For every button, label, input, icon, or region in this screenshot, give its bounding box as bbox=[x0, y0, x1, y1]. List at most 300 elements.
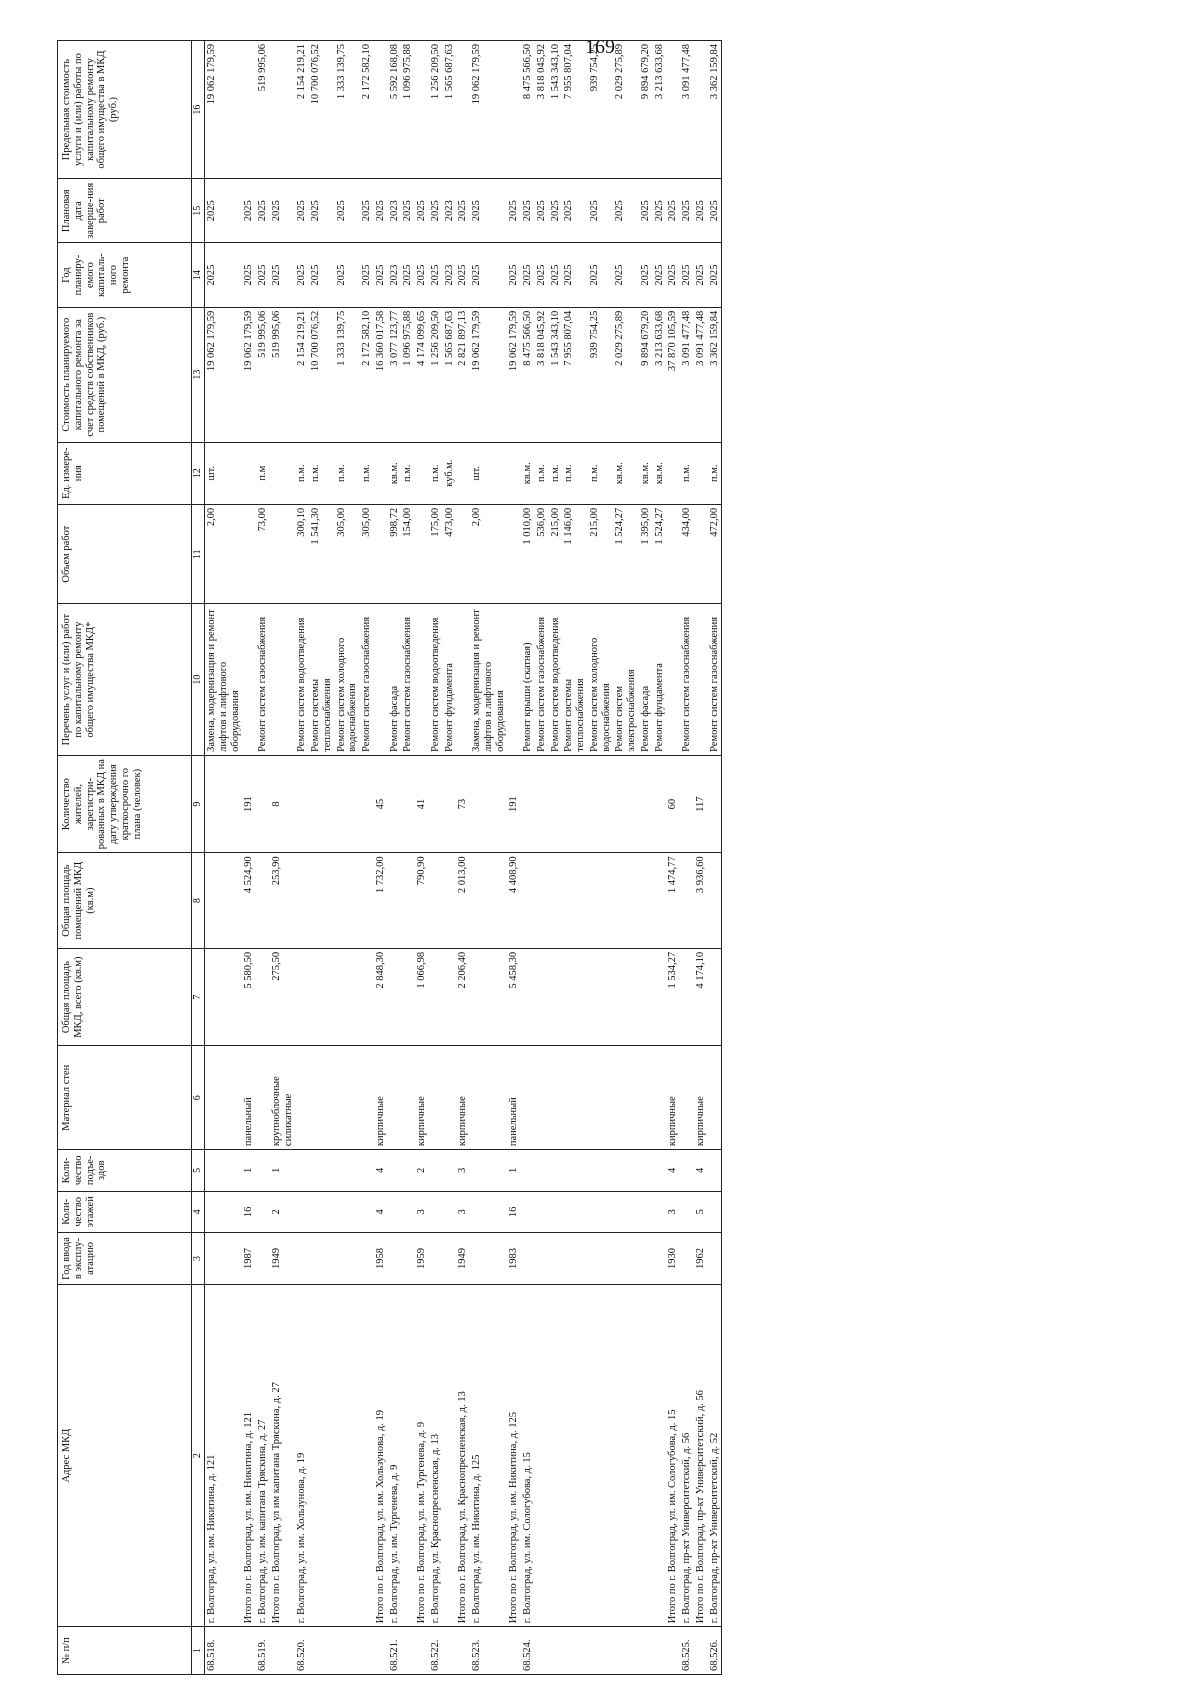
table-cell: п.м. bbox=[335, 442, 361, 504]
table-cell: 73 bbox=[456, 755, 470, 853]
table-cell: 2025 bbox=[415, 179, 429, 243]
table-cell bbox=[360, 1627, 374, 1675]
table-cell: 305,00 bbox=[360, 504, 374, 604]
table-cell: г. Волгоград, пр-кт Университетский, д. 56 bbox=[680, 1284, 694, 1626]
column-number: 13 bbox=[192, 307, 205, 442]
table-cell: 68.525. bbox=[680, 1627, 694, 1675]
table-cell bbox=[256, 948, 270, 1046]
table-cell bbox=[242, 442, 256, 504]
table-cell: 5 458,30 bbox=[507, 948, 521, 1046]
table-cell bbox=[456, 442, 470, 504]
table-cell bbox=[639, 948, 653, 1046]
table-cell: Ремонт систем газоснабжения bbox=[256, 604, 270, 755]
table-row bbox=[242, 41, 256, 1675]
table-cell: 2,00 bbox=[205, 504, 243, 604]
table-cell: 2025 bbox=[295, 243, 309, 307]
table-cell bbox=[429, 853, 443, 948]
table-cell bbox=[588, 755, 614, 853]
table-cell bbox=[388, 948, 402, 1046]
table-cell: 2025 bbox=[535, 179, 549, 243]
table-cell bbox=[205, 1233, 243, 1285]
table-row bbox=[335, 41, 361, 1675]
table-cell: 4 174 099,65 bbox=[415, 307, 429, 442]
table-cell bbox=[613, 1150, 639, 1191]
table-cell bbox=[456, 504, 470, 604]
table-cell: 1 146,00 bbox=[562, 504, 588, 604]
table-cell: 1 333 139,75 bbox=[335, 41, 361, 179]
table-cell: 1 543 343,10 bbox=[549, 307, 563, 442]
table-cell: 4 bbox=[666, 1150, 680, 1191]
table-cell: 1 bbox=[507, 1150, 521, 1191]
table-cell: 2 172 582,10 bbox=[360, 307, 374, 442]
table-row bbox=[694, 41, 708, 1675]
table-cell bbox=[443, 1627, 457, 1675]
table-cell bbox=[535, 1233, 549, 1285]
table-cell: Замена, модернизация и ремонт лифтов и лифтового оборудования bbox=[205, 604, 243, 755]
table-cell: г. Волгоград, ул. им. Никитина, д. 125 bbox=[470, 1284, 507, 1626]
table-cell bbox=[388, 1046, 402, 1150]
table-cell: 68.522. bbox=[429, 1627, 443, 1675]
table-cell: 2 172 582,10 bbox=[360, 41, 374, 179]
column-number: 2 bbox=[192, 1284, 205, 1626]
table-cell: 175,00 bbox=[429, 504, 443, 604]
table-cell: 2025 bbox=[335, 243, 361, 307]
table-cell bbox=[415, 1627, 429, 1675]
table-row bbox=[205, 41, 243, 1675]
table-cell bbox=[613, 1284, 639, 1626]
table-cell: кв.м. bbox=[521, 442, 535, 504]
table-cell: 2025 bbox=[613, 243, 639, 307]
table-cell bbox=[388, 1150, 402, 1191]
table-cell: 3 818 045,92 bbox=[535, 41, 549, 179]
table-cell bbox=[360, 755, 374, 853]
column-header: Перечень услуг и (или) работ по капитальному ремонту общего имущества МКД* bbox=[58, 604, 192, 755]
column-header: Общая площадь помещений МКД (кв.м) bbox=[58, 853, 192, 948]
table-cell bbox=[562, 948, 588, 1046]
table-cell bbox=[694, 442, 708, 504]
table-cell bbox=[653, 948, 667, 1046]
table-cell bbox=[562, 755, 588, 853]
table-cell bbox=[549, 948, 563, 1046]
table-cell: 2025 bbox=[521, 179, 535, 243]
table-cell: кв.м. bbox=[613, 442, 639, 504]
table-cell: 2 821 897,13 bbox=[456, 307, 470, 442]
table-cell: 1949 bbox=[270, 1233, 296, 1285]
table-cell: панельный bbox=[507, 1046, 521, 1150]
table-cell: г. Волгоград, пр-кт Университетский, д. 52 bbox=[708, 1284, 722, 1626]
table-cell: 2025 bbox=[653, 179, 667, 243]
table-cell: 2025 bbox=[456, 243, 470, 307]
column-number: 15 bbox=[192, 179, 205, 243]
table-cell: кирпичные bbox=[694, 1046, 708, 1150]
table-cell: Ремонт фундамента bbox=[443, 604, 457, 755]
column-number: 11 bbox=[192, 504, 205, 604]
table-cell bbox=[470, 1233, 507, 1285]
table-cell bbox=[694, 1627, 708, 1675]
table-cell: 3 818 045,92 bbox=[535, 307, 549, 442]
table-cell: 2025 bbox=[335, 179, 361, 243]
table-cell bbox=[708, 1150, 722, 1191]
table-cell bbox=[270, 504, 296, 604]
table-cell: 3 362 159,84 bbox=[708, 41, 722, 179]
table-cell: 2025 bbox=[374, 243, 388, 307]
table-cell bbox=[456, 1627, 470, 1675]
table-cell bbox=[521, 755, 535, 853]
table-row bbox=[708, 41, 722, 1675]
table-cell: 2025 bbox=[588, 243, 614, 307]
table-cell: 2025 bbox=[666, 179, 680, 243]
table-cell bbox=[535, 1284, 549, 1626]
table-cell bbox=[335, 755, 361, 853]
table-cell: г. Волгоград, ул. им. Тургенева, д. 9 bbox=[388, 1284, 402, 1626]
table-cell: Ремонт систем газоснабжения bbox=[680, 604, 694, 755]
column-header: Предельная стоимость услуги и (или) работы по капитальному ремонту общего имущества в МКД (руб.) bbox=[58, 41, 192, 179]
table-cell bbox=[256, 1191, 270, 1232]
table-cell bbox=[653, 1284, 667, 1626]
column-number: 7 bbox=[192, 948, 205, 1046]
table-row bbox=[588, 41, 614, 1675]
table-cell bbox=[470, 1191, 507, 1232]
table-row bbox=[507, 41, 521, 1675]
column-number: 16 bbox=[192, 41, 205, 179]
table-cell bbox=[270, 442, 296, 504]
table-cell: 1 bbox=[270, 1150, 296, 1191]
table-cell bbox=[456, 604, 470, 755]
table-cell bbox=[415, 41, 429, 179]
capital-repair-table bbox=[57, 40, 722, 1675]
table-cell: 519 995,06 bbox=[256, 41, 270, 179]
table-cell: 19 062 179,59 bbox=[507, 307, 521, 442]
table-cell: 2025 bbox=[680, 179, 694, 243]
table-cell bbox=[639, 1191, 653, 1232]
table-cell: 3 077 123,77 bbox=[388, 307, 402, 442]
table-cell: 472,00 bbox=[708, 504, 722, 604]
table-cell: 4 408,90 bbox=[507, 853, 521, 948]
table-cell: 3 362 159,84 bbox=[708, 307, 722, 442]
table-cell: 2 029 275,89 bbox=[613, 41, 639, 179]
table-cell: 3 bbox=[415, 1191, 429, 1232]
table-cell bbox=[535, 948, 549, 1046]
table-cell bbox=[309, 1284, 335, 1626]
table-cell: 2 154 219,21 bbox=[295, 307, 309, 442]
table-cell: панельный bbox=[242, 1046, 256, 1150]
table-cell bbox=[360, 1046, 374, 1150]
table-cell: 68.521. bbox=[388, 1627, 402, 1675]
table-cell: 2025 bbox=[470, 243, 507, 307]
table-cell bbox=[588, 1627, 614, 1675]
table-cell bbox=[680, 1233, 694, 1285]
table-cell: Ремонт систем газоснабжения bbox=[401, 604, 415, 755]
table-cell bbox=[521, 1046, 535, 1150]
column-number: 9 bbox=[192, 755, 205, 853]
table-cell: Ремонт систем газоснабжения bbox=[535, 604, 549, 755]
table-row bbox=[470, 41, 507, 1675]
table-cell: 45 bbox=[374, 755, 388, 853]
table-cell: 2025 bbox=[588, 179, 614, 243]
table-cell: 1 565 687,63 bbox=[443, 41, 457, 179]
table-cell: 1949 bbox=[456, 1233, 470, 1285]
table-row bbox=[613, 41, 639, 1675]
table-cell bbox=[639, 853, 653, 948]
table-cell: 2025 bbox=[549, 179, 563, 243]
table-cell: 2025 bbox=[507, 243, 521, 307]
table-cell: куб.м. bbox=[443, 442, 457, 504]
table-cell: 2025 bbox=[360, 179, 374, 243]
table-cell: г. Волгоград, ул. Краснопресненская, д. 13 bbox=[429, 1284, 443, 1626]
table-cell bbox=[309, 1627, 335, 1675]
table-cell bbox=[680, 853, 694, 948]
column-number: 14 bbox=[192, 243, 205, 307]
table-cell bbox=[507, 504, 521, 604]
table-cell bbox=[588, 853, 614, 948]
table-cell: г. Волгоград, ул. им. Сологубова, д. 15 bbox=[521, 1284, 535, 1626]
table-cell: 1 543 343,10 bbox=[549, 41, 563, 179]
table-row bbox=[256, 41, 270, 1675]
table-cell bbox=[335, 1150, 361, 1191]
table-cell bbox=[429, 1191, 443, 1232]
table-cell: 8 475 566,50 bbox=[521, 307, 535, 442]
table-cell: Итого по г. Волгоград, пр-кт Университетский, д. 56 bbox=[694, 1284, 708, 1626]
table-cell: 2025 bbox=[360, 243, 374, 307]
table-cell: Ремонт систем холодного водоснабжения bbox=[335, 604, 361, 755]
table-cell: 434,00 bbox=[680, 504, 694, 604]
table-cell bbox=[521, 853, 535, 948]
table-row bbox=[295, 41, 309, 1675]
table-cell bbox=[639, 755, 653, 853]
column-header: Коли-чество этажей bbox=[58, 1191, 192, 1232]
table-cell bbox=[694, 504, 708, 604]
column-number: 12 bbox=[192, 442, 205, 504]
table-cell bbox=[470, 1150, 507, 1191]
table-cell bbox=[549, 1627, 563, 1675]
table-cell bbox=[401, 1627, 415, 1675]
table-cell: 2 013,00 bbox=[456, 853, 470, 948]
table-cell: 2025 bbox=[429, 243, 443, 307]
table-cell: 3 091 477,48 bbox=[694, 307, 708, 442]
table-cell bbox=[270, 604, 296, 755]
table-cell: Ремонт крыши (скатная) bbox=[521, 604, 535, 755]
table-cell bbox=[295, 1046, 309, 1150]
table-row bbox=[680, 41, 694, 1675]
table-cell: п.м. bbox=[429, 442, 443, 504]
table-cell bbox=[639, 1046, 653, 1150]
table-cell bbox=[335, 1233, 361, 1285]
table-cell bbox=[653, 755, 667, 853]
table-cell bbox=[388, 853, 402, 948]
table-cell bbox=[613, 1627, 639, 1675]
table-cell: кирпичные bbox=[456, 1046, 470, 1150]
table-row bbox=[415, 41, 429, 1675]
table-cell bbox=[295, 1233, 309, 1285]
table-cell: Ремонт систем электроснабжения bbox=[613, 604, 639, 755]
column-number: 8 bbox=[192, 853, 205, 948]
table-cell: г. Волгоград, ул. им. Никитина, д. 121 bbox=[205, 1284, 243, 1626]
table-cell: 939 754,25 bbox=[588, 41, 614, 179]
table-cell: 1 565 687,63 bbox=[443, 307, 457, 442]
column-number: 10 bbox=[192, 604, 205, 755]
table-row bbox=[639, 41, 653, 1675]
table-cell bbox=[588, 1284, 614, 1626]
table-cell: 1958 bbox=[374, 1233, 388, 1285]
column-header: Год ввода в эксплу-атацию bbox=[58, 1233, 192, 1285]
table-cell: Ремонт систем холодного водоснабжения bbox=[588, 604, 614, 755]
table-cell: 4 174,10 bbox=[694, 948, 708, 1046]
table-cell bbox=[374, 442, 388, 504]
table-cell: 2025 bbox=[708, 243, 722, 307]
table-cell: кирпичные bbox=[374, 1046, 388, 1150]
table-cell bbox=[666, 1627, 680, 1675]
table-cell bbox=[309, 1046, 335, 1150]
table-cell bbox=[507, 604, 521, 755]
table-cell: 2025 bbox=[613, 179, 639, 243]
table-cell: 1 096 975,88 bbox=[401, 41, 415, 179]
table-cell: 3 bbox=[456, 1191, 470, 1232]
table-cell: 10 700 076,52 bbox=[309, 41, 335, 179]
table-cell: г. Волгоград, ул. им. Хользунова, д. 19 bbox=[295, 1284, 309, 1626]
table-cell bbox=[295, 853, 309, 948]
table-cell bbox=[256, 1046, 270, 1150]
table-cell: 8 bbox=[270, 755, 296, 853]
table-cell bbox=[429, 1046, 443, 1150]
table-row bbox=[443, 41, 457, 1675]
table-cell bbox=[309, 853, 335, 948]
table-cell: 2023 bbox=[443, 243, 457, 307]
table-cell: 41 bbox=[415, 755, 429, 853]
table-cell: кирпичные bbox=[666, 1046, 680, 1150]
column-header: Количество жителей, зарегистри-рованных в МКД на дату утверждения краткосрочно го плана (человек) bbox=[58, 755, 192, 853]
table-cell: 2 bbox=[415, 1150, 429, 1191]
table-cell: 2025 bbox=[470, 179, 507, 243]
table-cell bbox=[549, 755, 563, 853]
table-cell: 1959 bbox=[415, 1233, 429, 1285]
table-cell: Ремонт фасада bbox=[388, 604, 402, 755]
column-header: Коли-чество подъе-здов bbox=[58, 1150, 192, 1191]
table-cell: 2025 bbox=[429, 179, 443, 243]
table-cell bbox=[388, 1191, 402, 1232]
table-cell: 1 256 209,50 bbox=[429, 41, 443, 179]
table-cell: Ремонт систем газоснабжения bbox=[708, 604, 722, 755]
table-cell: 19 062 179,59 bbox=[242, 307, 256, 442]
table-cell bbox=[588, 1150, 614, 1191]
table-cell bbox=[639, 1627, 653, 1675]
table-body bbox=[205, 41, 722, 1675]
table-cell: 1 066,98 bbox=[415, 948, 429, 1046]
table-cell bbox=[443, 755, 457, 853]
table-cell: г. Волгоград, ул. им. капитана Тряскина, д. 27 bbox=[256, 1284, 270, 1626]
table-cell: 117 bbox=[694, 755, 708, 853]
table-cell: 154,00 bbox=[401, 504, 415, 604]
table-cell: п.м. bbox=[562, 442, 588, 504]
table-cell: 1 534,27 bbox=[666, 948, 680, 1046]
table-cell bbox=[470, 853, 507, 948]
table-cell bbox=[562, 1233, 588, 1285]
table-cell: 37 870 105,59 bbox=[666, 307, 680, 442]
table-cell bbox=[360, 1233, 374, 1285]
table-cell: Итого по г. Волгоград, ул. им. Хользунова, д. 19 bbox=[374, 1284, 388, 1626]
table-cell: кв.м. bbox=[639, 442, 653, 504]
table-cell bbox=[309, 755, 335, 853]
table-cell: 2025 bbox=[653, 243, 667, 307]
table-cell: 3 bbox=[666, 1191, 680, 1232]
table-cell: 68.523. bbox=[470, 1627, 507, 1675]
table-cell: 2 206,40 bbox=[456, 948, 470, 1046]
table-cell bbox=[562, 1150, 588, 1191]
table-cell: 2025 bbox=[666, 243, 680, 307]
table-cell bbox=[429, 948, 443, 1046]
table-cell bbox=[256, 1233, 270, 1285]
table-cell bbox=[507, 1627, 521, 1675]
table-cell: 2025 bbox=[694, 243, 708, 307]
table-cell bbox=[242, 604, 256, 755]
column-number: 1 bbox=[192, 1627, 205, 1675]
table-cell bbox=[205, 755, 243, 853]
table-cell: кв.м. bbox=[653, 442, 667, 504]
table-cell bbox=[205, 1191, 243, 1232]
table-row bbox=[401, 41, 415, 1675]
table-cell bbox=[613, 755, 639, 853]
table-cell: шт. bbox=[470, 442, 507, 504]
table-cell: 7 955 807,04 bbox=[562, 41, 588, 179]
table-cell: 1 524,27 bbox=[653, 504, 667, 604]
table-cell bbox=[613, 948, 639, 1046]
table-cell bbox=[415, 442, 429, 504]
table-cell: 473,00 bbox=[443, 504, 457, 604]
table-cell bbox=[374, 1627, 388, 1675]
table-cell bbox=[415, 504, 429, 604]
table-cell bbox=[549, 1284, 563, 1626]
table-cell bbox=[443, 1233, 457, 1285]
table-cell bbox=[666, 442, 680, 504]
table-cell: 1 541,30 bbox=[309, 504, 335, 604]
table-cell bbox=[653, 1627, 667, 1675]
table-cell bbox=[562, 1191, 588, 1232]
table-cell bbox=[374, 604, 388, 755]
table-cell: 68.524. bbox=[521, 1627, 535, 1675]
table-cell bbox=[639, 1233, 653, 1285]
table-cell bbox=[388, 755, 402, 853]
column-header: № п/п bbox=[58, 1627, 192, 1675]
table-cell: Ремонт фундамента bbox=[653, 604, 667, 755]
table-cell: 2025 bbox=[309, 243, 335, 307]
table-cell bbox=[401, 1150, 415, 1191]
table-cell bbox=[295, 1191, 309, 1232]
table-cell bbox=[708, 948, 722, 1046]
table-cell: Итого по г. Волгоград, ул. им. Сологубова, д. 15 bbox=[666, 1284, 680, 1626]
table-row bbox=[388, 41, 402, 1675]
table-cell: крупноблочные силикатные bbox=[270, 1046, 296, 1150]
table-cell bbox=[708, 1046, 722, 1150]
table-cell: 519 995,06 bbox=[256, 307, 270, 442]
table-cell: 2025 bbox=[535, 243, 549, 307]
table-cell bbox=[401, 755, 415, 853]
table-cell: 790,90 bbox=[415, 853, 429, 948]
table-cell bbox=[549, 1046, 563, 1150]
table-cell: 3 213 633,68 bbox=[653, 41, 667, 179]
table-cell: 9 894 679,20 bbox=[639, 307, 653, 442]
table-cell bbox=[549, 853, 563, 948]
table-cell: 1987 bbox=[242, 1233, 256, 1285]
table-cell: 1930 bbox=[666, 1233, 680, 1285]
table-cell bbox=[205, 948, 243, 1046]
table-cell: п.м. bbox=[708, 442, 722, 504]
column-header: Плановая дата заверше-ния работ bbox=[58, 179, 192, 243]
table-cell bbox=[694, 41, 708, 179]
table-cell bbox=[507, 442, 521, 504]
table-cell bbox=[401, 948, 415, 1046]
table-cell: 1 524,27 bbox=[613, 504, 639, 604]
table-cell: 3 213 633,68 bbox=[653, 307, 667, 442]
table-row bbox=[360, 41, 374, 1675]
